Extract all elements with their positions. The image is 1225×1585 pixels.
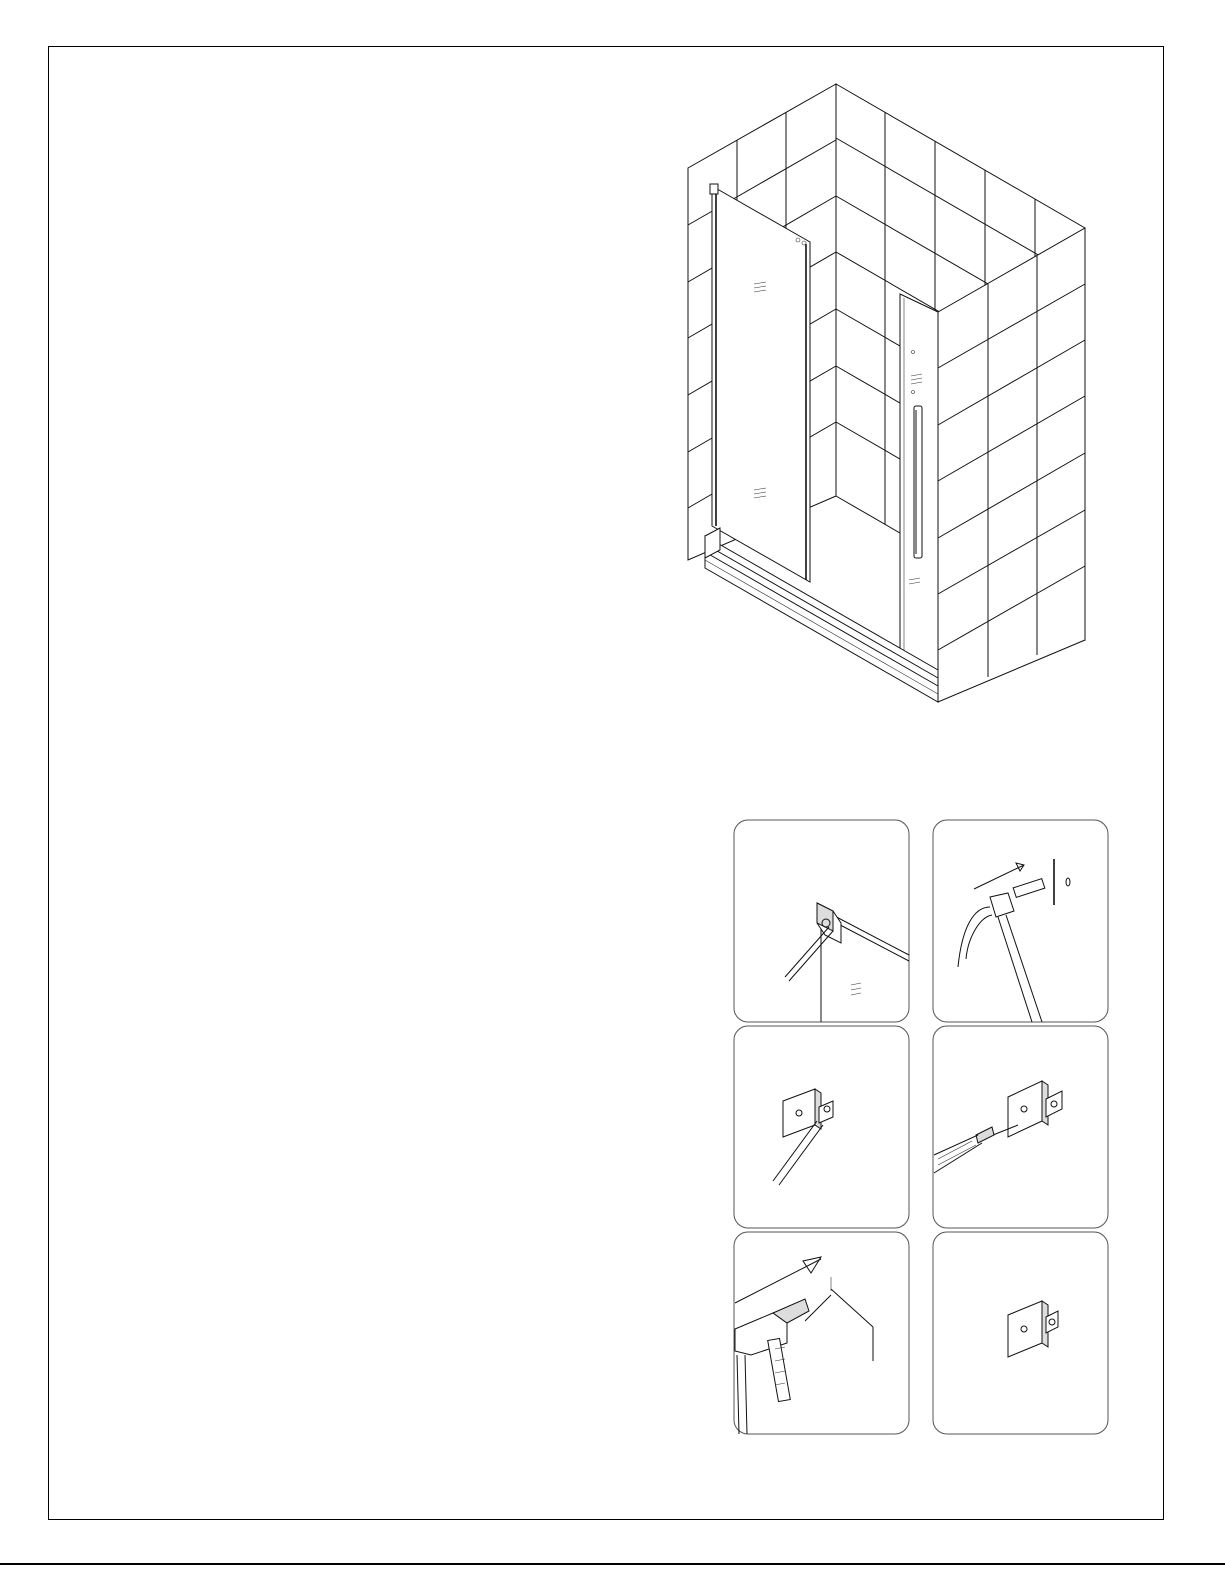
fixed-glass-panel: [900, 294, 938, 684]
shower-enclosure-sliding-door-icon: [680, 80, 1095, 710]
bracket-rod-insert-icon: [733, 1025, 910, 1229]
right-wall-tiles: [938, 228, 1085, 702]
hammer-wall-anchor-icon: [932, 819, 1109, 1023]
screwdriver-bracket-icon: [932, 1025, 1109, 1229]
footer-rule: [0, 1563, 1225, 1565]
mounted-bracket-icon: [932, 1231, 1109, 1435]
sliding-door-panel: [710, 184, 810, 582]
drill-wall-icon: [733, 1231, 910, 1435]
door-panel-corner-pin-icon: [733, 819, 910, 1023]
